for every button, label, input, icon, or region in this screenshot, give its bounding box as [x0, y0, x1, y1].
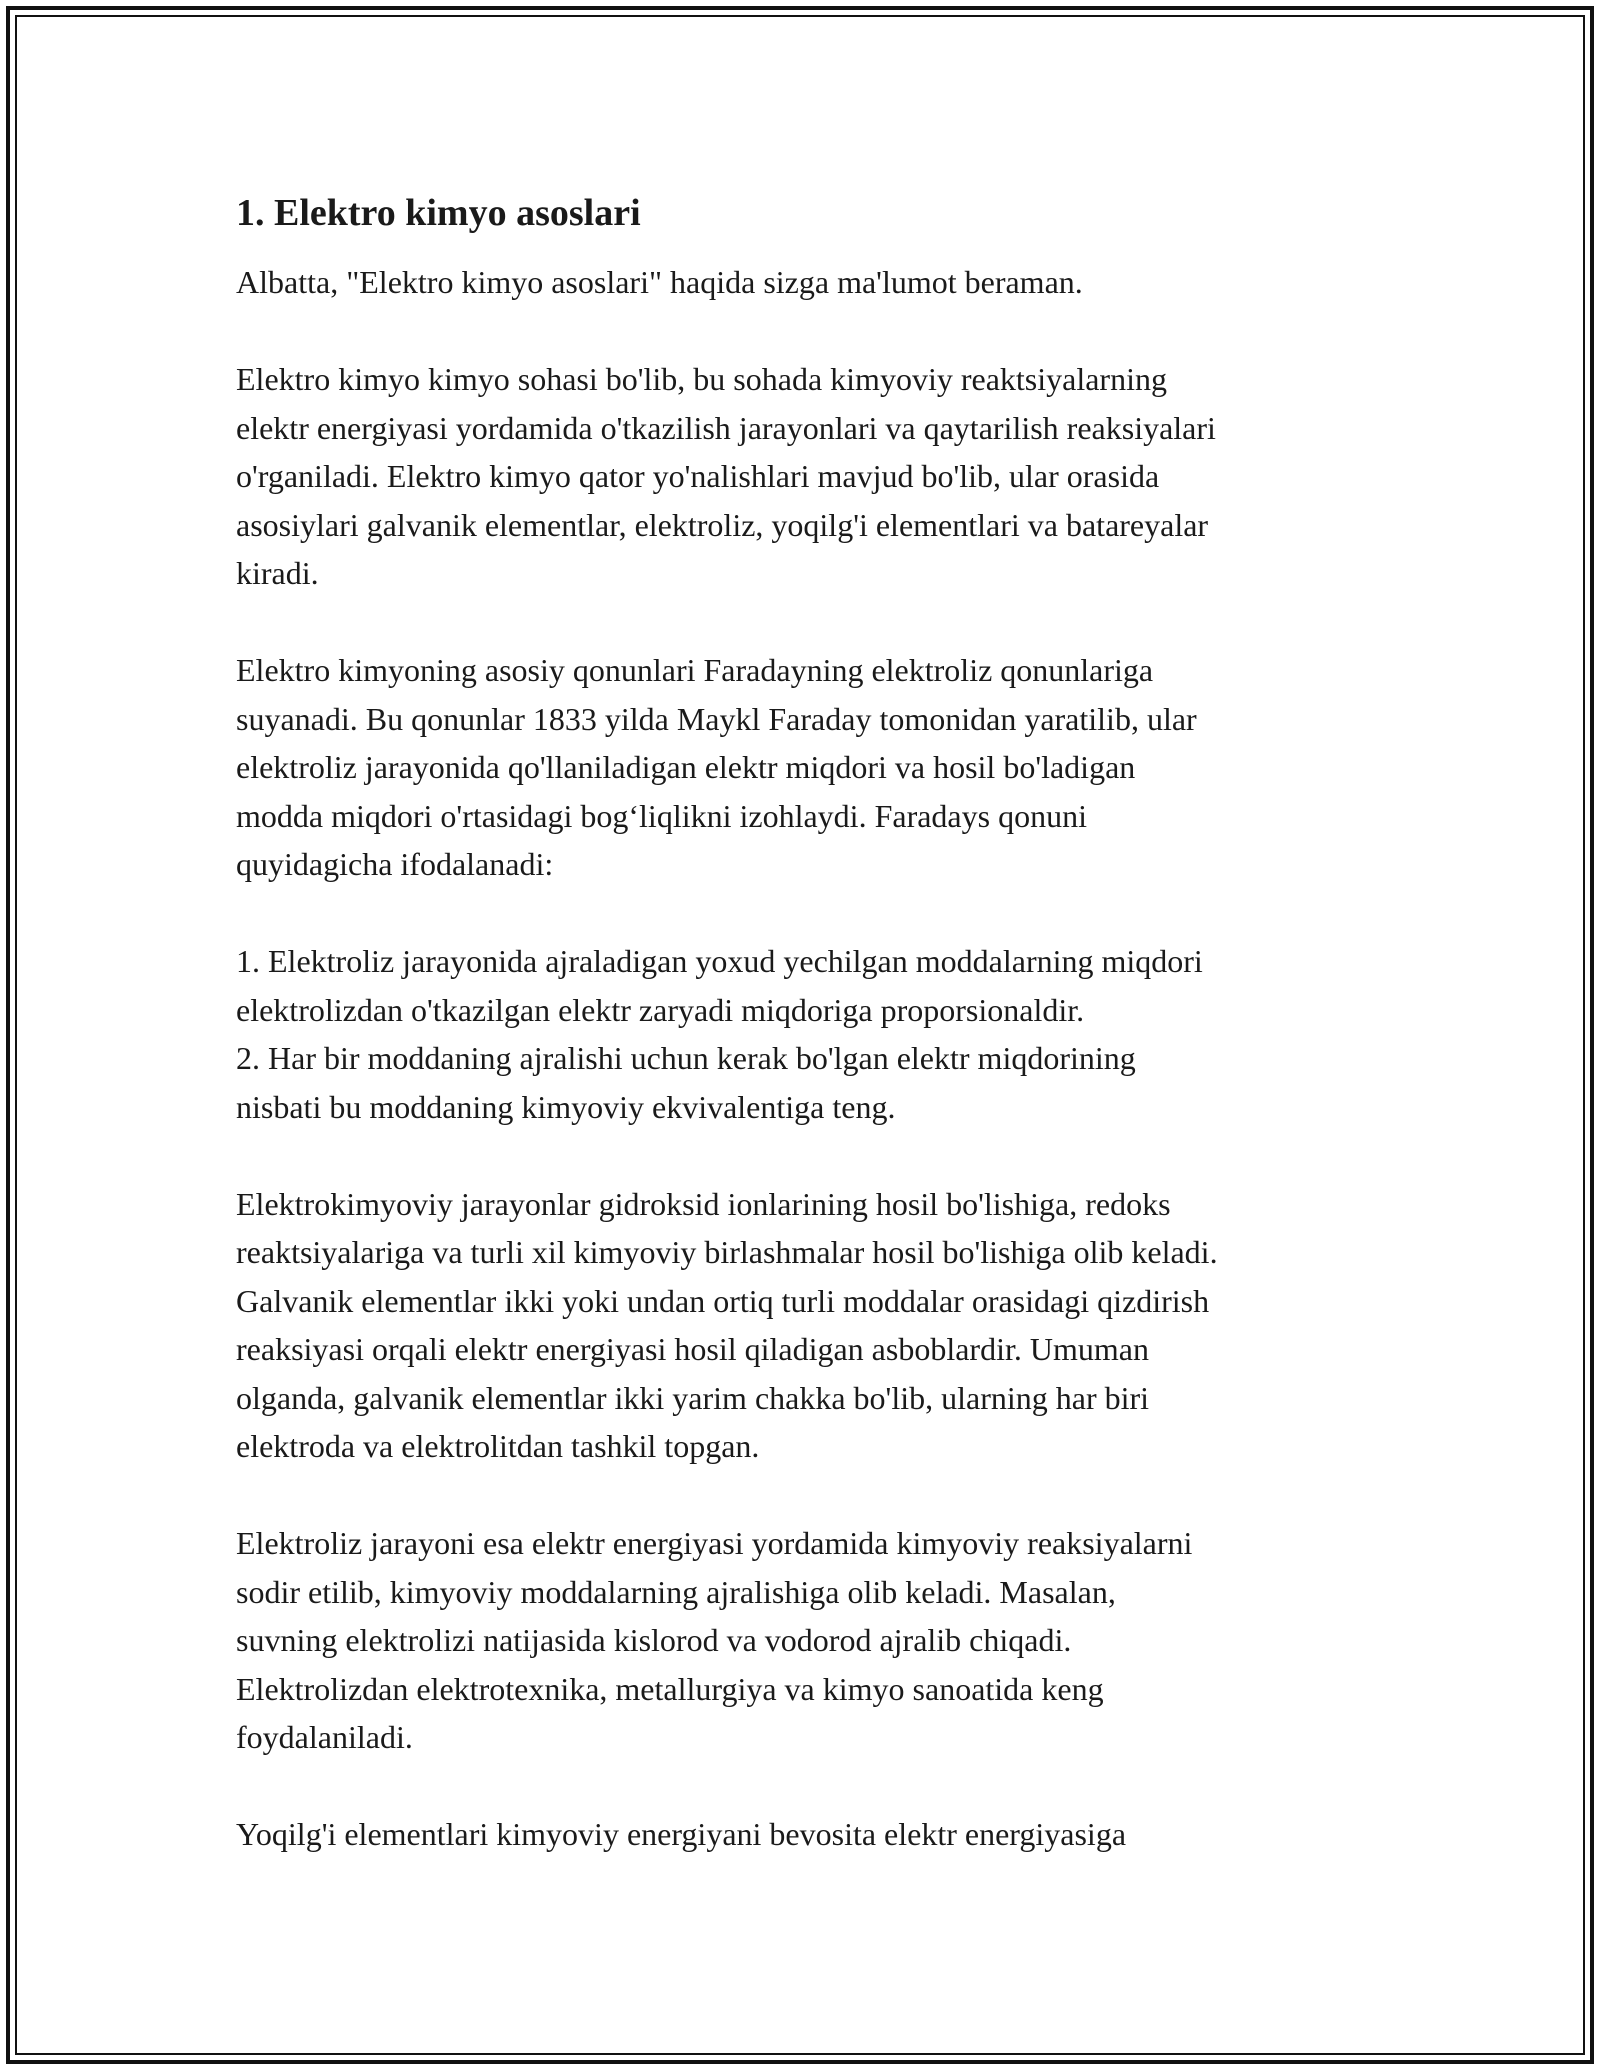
paragraph-galvanic-elements: Elektrokimyoviy jarayonlar gidroksid ionlarining hosil bo'lishiga, redoks reaktsiyalariga va turli xil kimyoviy birlashmalar hosil bo'lishiga olib keladi. Galvanik elementlar ikki yoki undan ortiq turli moddalar orasidagi qizdirish reaksiyasi orqali elektr energiyasi hosil qiladigan asboblardir. Umuman olganda, galvanik elementlar ikki yarim chakka bo'lib, ularning har biri elektroda va elektrolitdan tashkil topgan.	[236, 1185, 1218, 1464]
paragraph-definition: Elektro kimyo kimyo sohasi bo'lib, bu sohada kimyoviy reaktsiyalarning elektr energiyasi yordamida o'tkazilish jarayonlari va qaytarilish reaksiyalari o'rganiladi. Elektro kimyo qator yo'nalishlari mavjud bo'lib, ular orasida asosiylari galvanik elementlar, elektroliz, yoqilg'i elementlari va batareyalar kiradi.	[236, 361, 1216, 591]
paragraph-electrolysis: Elektroliz jarayoni esa elektr energiyasi yordamida kimyoviy reaksiyalarni sodir etilib, kimyoviy moddalarning ajralishiga olib keladi. Masalan, suvning elektrolizi natijasida kislorod va vodorod ajralib chiqadi. Elektrolizdan elektrotexnika, metallurgiya va kimyo sanoatida keng foydalaniladi.	[236, 1525, 1193, 1755]
document-body	[236, 188, 1386, 1907]
paragraph-intro: Albatta, "Elektro kimyo asoslari" haqida sizga ma'lumot beraman.	[236, 264, 1083, 300]
document-title: 1. Elektro kimyo asoslari	[236, 192, 641, 234]
paragraph-law-list: 1. Elektroliz jarayonida ajraladigan yoxud yechilgan moddalarning miqdori elektrolizdan o'tkazilgan elektr zaryadi miqdoriga proporsionaldir. 2. Har bir moddaning ajralishi uchun kerak bo'lgan elektr miqdorining nisbati bu moddaning kimyoviy ekvivalentiga teng.	[236, 943, 1203, 1125]
paragraph-fuel-cells: Yoqilg'i elementlari kimyoviy energiyani bevosita elektr energiyasiga	[236, 1816, 1127, 1852]
paragraph-faraday-laws: Elektro kimyoning asosiy qonunlari Faradayning elektroliz qonunlariga suyanadi. Bu qonunlar 1833 yilda Maykl Faraday tomonidan yaratilib, ular elektroliz jarayonida qo'llaniladigan elektr miqdori va hosil bo'ladigan modda miqdori o'rtasidagi bog‘liqlikni izohlaydi. Faradays qonuni quyidagicha ifodalanadi:	[236, 652, 1197, 882]
